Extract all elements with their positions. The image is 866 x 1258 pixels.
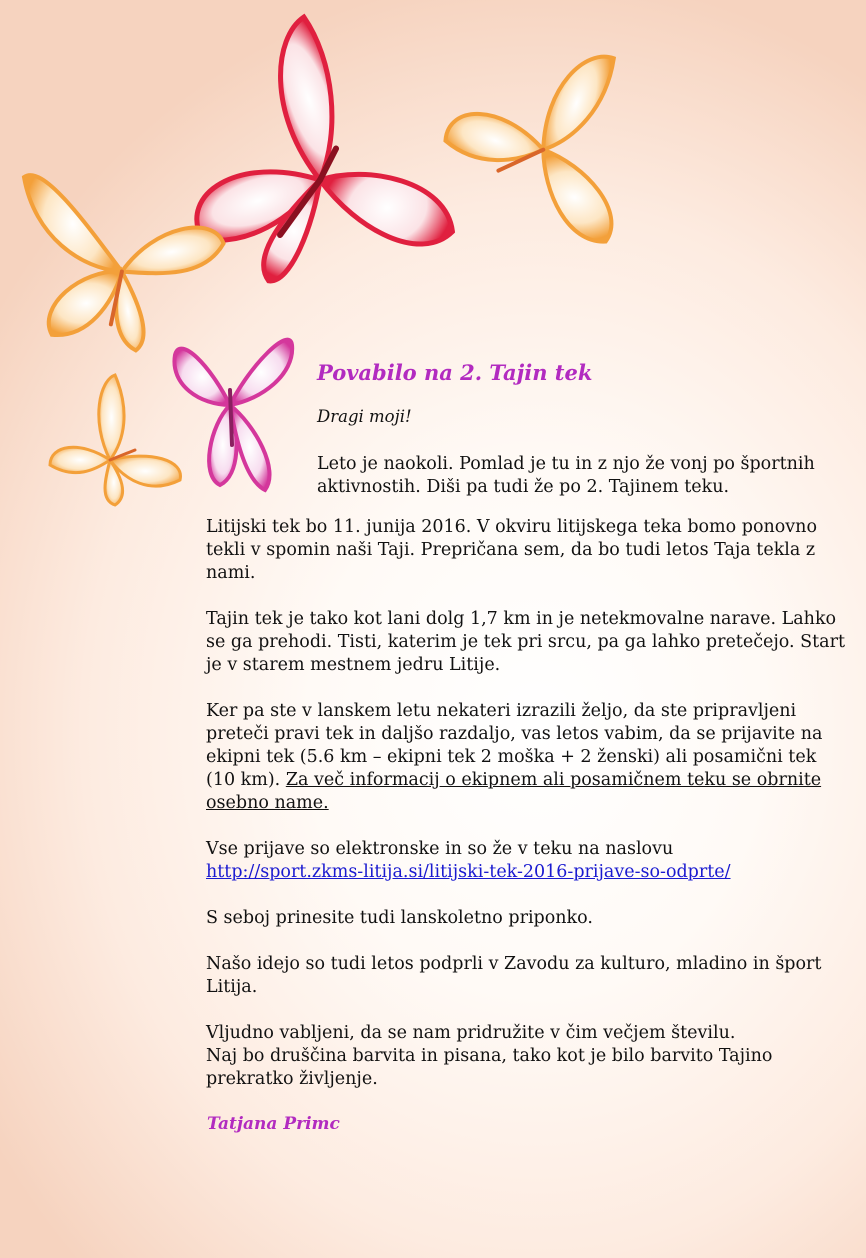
intro-paragraph: Leto je naokoli. Pomlad je tu in z njo že vonj po športnih aktivnostih. Diši pa tudi že po 2. Tajinem teku. xyxy=(317,454,815,497)
invitation-line-1: Vljudno vabljeni, da se nam pridružite v čim večjem številu. xyxy=(206,1023,736,1043)
registration-link[interactable]: http://sport.zkms-litija.si/litijski-tek-2016-prijave-so-odprte/ xyxy=(206,862,731,882)
paragraph-team-run xyxy=(206,700,846,815)
paragraph-invitation xyxy=(206,1022,846,1091)
greeting: Dragi moji! xyxy=(317,407,412,426)
signature: Tatjana Primc xyxy=(207,1114,340,1134)
paragraph-date: Litijski tek bo 11. junija 2016. V okviru litijskega teka bomo ponovno tekli v spomin naši Taji. Prepričana sem, da bo tudi letos Taja tekla z nami. xyxy=(206,517,817,583)
butterfly-icon-orange xyxy=(40,370,190,510)
paragraph-distance: Tajin tek je tako kot lani dolg 1,7 km in je netekmovalne narave. Lahko se ga prehodi. Tisti, katerim je tek pri srcu, pa ga lahko pretečejo. Start je v starem mestnem jedru Litije. xyxy=(206,609,845,675)
invitation-line-2: Naj bo druščina barvita in pisana, tako kot je bilo barvito Tajino prekratko življenje. xyxy=(206,1046,773,1089)
butterfly-icon-orange xyxy=(430,30,660,250)
letter-title: Povabilo na 2. Tajin tek xyxy=(317,360,593,385)
letter-body xyxy=(206,516,846,1114)
registration-text: Vse prijave so elektronske in so že v teku na naslovu xyxy=(206,839,674,859)
paragraph-registration xyxy=(206,838,846,884)
paragraph-support: Našo idejo so tudi letos podprli v Zavodu za kulturo, mladino in šport Litija. xyxy=(206,954,822,997)
paragraph-badge: S seboj prinesite tudi lanskoletno priponko. xyxy=(206,908,593,928)
contact-note: Za več informacij o ekipnem ali posamičnem teku se obrnite osebno name. xyxy=(206,770,822,813)
team-run-text: Ker pa ste v lanskem letu nekateri izrazili željo, da ste pripravljeni preteči pravi tek in daljšo razdaljo, vas letos vabim, da se prijavite na ekipni tek (5.6 km – ekipni tek 2 moška + 2 ženski) ali posamični tek (10 km). xyxy=(206,701,823,790)
